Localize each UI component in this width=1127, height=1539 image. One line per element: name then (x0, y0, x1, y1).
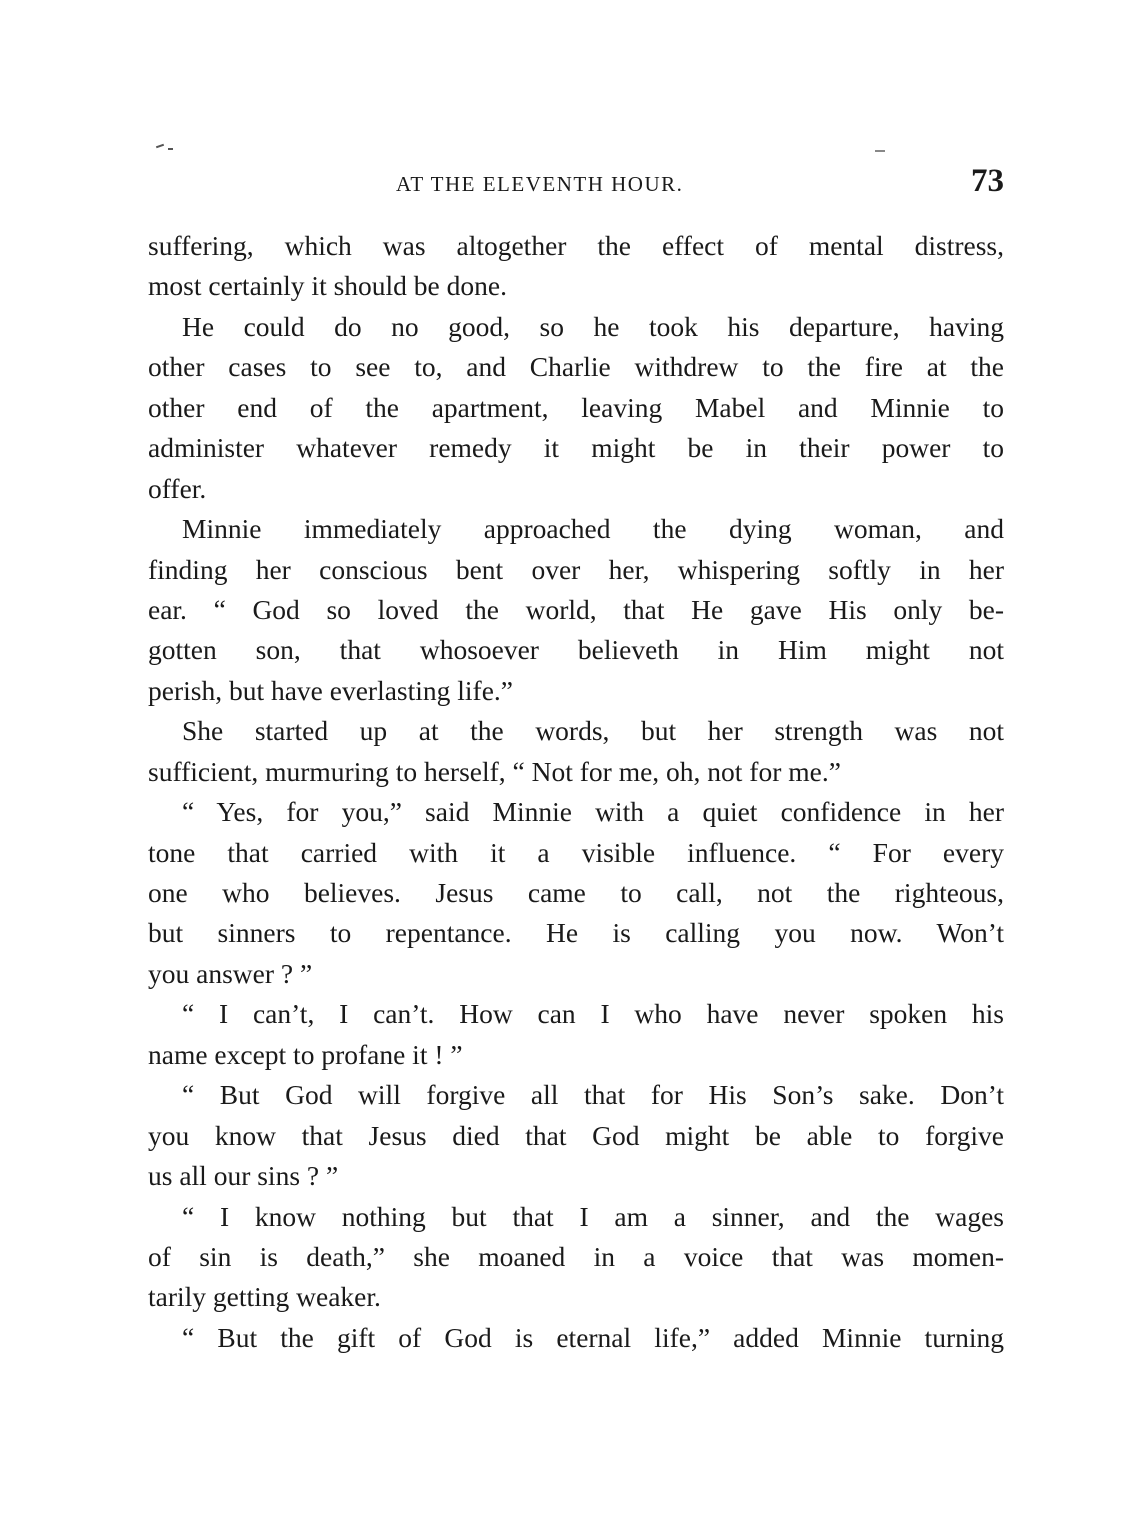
text-line: other end of the apartment, leaving Mabel and Minnie to (148, 391, 1004, 423)
text-line: tone that carried with it a visible influence. “ For every (148, 836, 1004, 868)
text-line: tarily getting weaker. (148, 1281, 381, 1313)
scan-speck (168, 148, 173, 150)
text-line: you answer ? ” (148, 957, 313, 989)
text-line: most certainly it should be done. (148, 270, 507, 302)
text-line: “ But God will forgive all that for His Son’s sake. Don’t (182, 1079, 1004, 1111)
text-line: Minnie immediately approached the dying woman, and (182, 513, 1004, 545)
text-line: other cases to see to, and Charlie withdrew to the fire at the (148, 351, 1004, 383)
scan-speck (156, 144, 164, 149)
text-line: finding her conscious bent over her, whispering softly in her (148, 553, 1004, 585)
text-line: “ I can’t, I can’t. How can I who have never spoken his (182, 998, 1004, 1030)
text-line: us all our sins ? ” (148, 1160, 339, 1192)
text-line: administer whatever remedy it might be in their power to (148, 432, 1004, 464)
text-line: “ But the gift of God is eternal life,” added Minnie turning (182, 1321, 1004, 1353)
text-line: He could do no good, so he took his departure, having (182, 310, 1004, 342)
page-number: 73 (971, 163, 1004, 199)
text-line: you know that Jesus died that God might be able to forgive (148, 1119, 1004, 1151)
text-line: name except to profane it ! ” (148, 1038, 463, 1070)
text-line: of sin is death,” she moaned in a voice that was momen- (148, 1240, 1004, 1272)
text-line: perish, but have everlasting life.” (148, 674, 514, 706)
text-line: but sinners to repentance. He is calling you now. Won’t (148, 917, 1004, 949)
text-line: “ I know nothing but that I am a sinner, and the wages (182, 1200, 1004, 1232)
text-line: sufficient, murmuring to herself, “ Not for me, oh, not for me.” (148, 755, 841, 787)
page-header (148, 163, 1004, 207)
scan-speck (875, 150, 885, 152)
text-line: She started up at the words, but her strength was not (182, 715, 1004, 747)
text-line: gotten son, that whosoever believeth in Him might not (148, 634, 1004, 666)
text-line: ear. “ God so loved the world, that He gave His only be- (148, 593, 1004, 625)
text-line: suffering, which was altogether the effect of mental distress, (148, 230, 1004, 261)
text-line: one who believes. Jesus came to call, not the righteous, (148, 877, 1004, 908)
body-text (148, 226, 1004, 1358)
text-line: offer. (148, 472, 207, 504)
running-title: AT THE ELEVENTH HOUR. (396, 172, 684, 196)
text-line: “ Yes, for you,” said Minnie with a quiet confidence in her (182, 796, 1004, 828)
